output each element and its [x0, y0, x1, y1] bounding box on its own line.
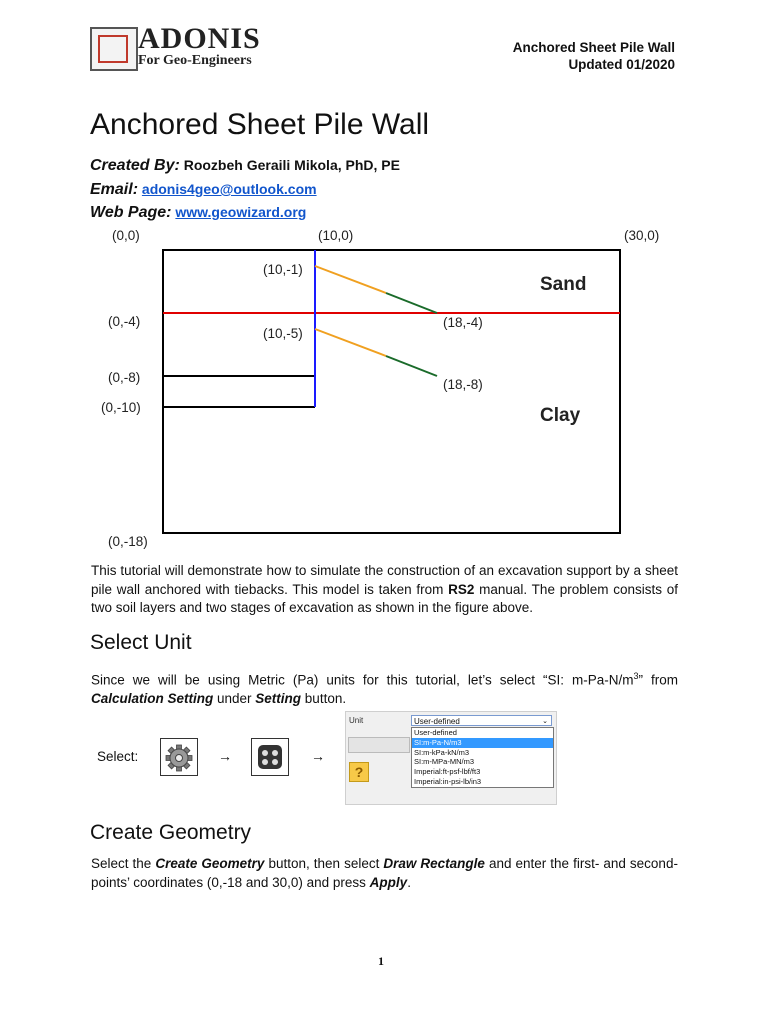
created-by-value: Roozbeh Geraili Mikola, PhD, PE [183, 157, 400, 173]
section-heading-select-unit: Select Unit [90, 631, 192, 654]
settings-panel-icon[interactable] [251, 738, 289, 776]
para-bold: Apply [369, 874, 408, 890]
intro-paragraph [91, 562, 678, 618]
created-by-label: Created By: [90, 157, 180, 174]
coord-label: (18,-4) [443, 315, 483, 330]
unit-option[interactable]: Imperial:in-psi-lb/in3 [414, 776, 482, 786]
coord-label: (18,-8) [443, 377, 483, 392]
para-bold: Setting [255, 691, 302, 706]
coord-label: (30,0) [624, 228, 660, 243]
email-link[interactable]: adonis4geo@outlook.com [141, 181, 317, 197]
logo-title: ADONIS [138, 22, 261, 55]
arrow-right-icon: → [218, 748, 232, 764]
coord-label: (0,-8) [108, 370, 141, 385]
arrow-right-icon: → [311, 748, 325, 764]
header-doc-title: Anchored Sheet Pile Wall [512, 40, 675, 55]
para-text: button. [301, 691, 347, 706]
para-text: Since we will be using Metric (Pa) units for this tutorial, let’s select “SI: m-Pa-N/m [91, 672, 634, 688]
unit-option[interactable]: SI:m-kPa-kN/m3 [414, 747, 470, 757]
coord-label: (0,-18) [108, 534, 148, 549]
section-heading-create-geometry: Create Geometry [90, 821, 252, 844]
coord-label: (0,-4) [108, 314, 141, 329]
unit-option[interactable]: SI:m-MPa-MN/m3 [414, 757, 474, 767]
tieback-1-free-length [315, 266, 386, 293]
superscript: 3 [633, 671, 639, 681]
para-bold: Calculation Setting [91, 691, 214, 706]
gear-icon[interactable] [160, 738, 198, 776]
unit-dialog [345, 711, 557, 805]
intro-bold: RS2 [448, 581, 475, 597]
para-text: Select the [91, 856, 156, 871]
coord-label: (0,0) [112, 228, 140, 243]
tieback-2-free-length [315, 329, 386, 356]
email-label: Email: [90, 181, 139, 198]
tieback-1-bond-length [386, 293, 437, 313]
help-icon[interactable]: ? [349, 762, 369, 782]
coord-label: (10,0) [318, 228, 354, 243]
intro-text: This tutorial will demonstrate how to simulate the construction of an excavation support by a sheet pile wall anchored with tiebacks. This model is taken from [91, 563, 678, 597]
unit-option[interactable]: User-defined [414, 728, 457, 737]
intro-text: manual. The problem consists of two soil layers and two stages of excavation as shown in the figure above. [91, 581, 678, 615]
tieback-2-bond-length [386, 356, 437, 376]
para-text: and enter the first- and second-points’ coordinates (0,-18 and 30,0) and press [91, 856, 678, 890]
logo-subtitle: For Geo-Engineers [138, 53, 252, 68]
para-text: under [213, 691, 256, 706]
page-title: Anchored Sheet Pile Wall [90, 108, 430, 141]
select-label: Select: [97, 749, 139, 764]
para-text: . [407, 874, 411, 890]
web-link[interactable]: www.geowizard.org [175, 204, 307, 220]
para-text: ” from [638, 672, 679, 688]
para-bold: Draw Rectangle [383, 856, 485, 871]
unit-option-highlighted[interactable]: SI:m-Pa-N/m3 [412, 738, 553, 748]
header-updated: Updated 01/2020 [568, 57, 675, 72]
para-text: button, then select [264, 856, 384, 871]
unit-option[interactable]: Imperial:ft-psf-lbf/ft3 [414, 767, 481, 777]
web-label: Web Page: [90, 204, 172, 221]
coord-label: (10,-5) [263, 326, 303, 341]
coord-label: (10,-1) [263, 262, 303, 277]
create-geometry-paragraph [91, 855, 678, 892]
unit-field [348, 737, 410, 753]
soil-label-sand: Sand [540, 274, 587, 295]
unit-select[interactable] [411, 715, 552, 726]
para-bold: Create Geometry [155, 856, 265, 871]
unit-options-list [411, 727, 554, 788]
coord-label: (0,-10) [101, 400, 141, 415]
unit-label: Unit [349, 716, 364, 725]
select-unit-paragraph [91, 667, 678, 709]
unit-select-value: User-defined [414, 717, 460, 726]
page-number: 1 [378, 954, 384, 968]
soil-label-clay: Clay [540, 405, 581, 426]
chevron-down-icon: ⌄ [542, 718, 548, 725]
